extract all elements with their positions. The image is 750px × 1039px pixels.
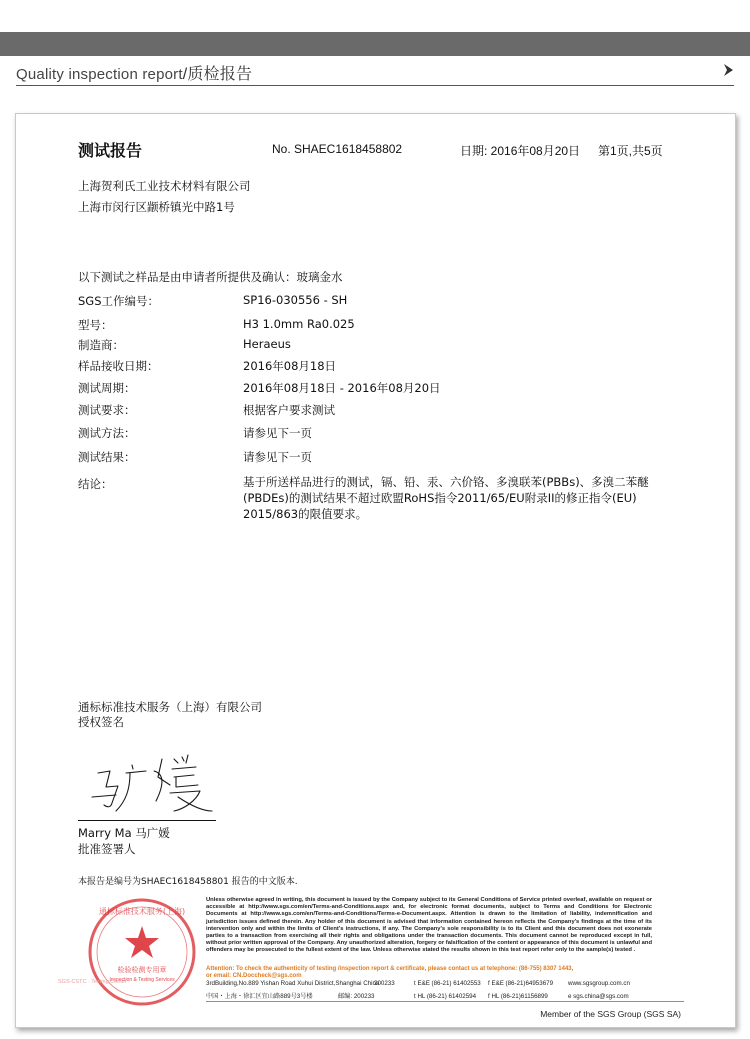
- client-address: 上海市闵行区颛桥镇光中路1号: [78, 200, 235, 214]
- field-label-test-method: 测试方法：: [78, 426, 136, 440]
- section-title: [16, 61, 252, 84]
- report-pages: 第1页,共5页: [598, 144, 663, 158]
- chinese-version-note: 本报告是编号为SHAEC1618458801 报告的中文版本.: [78, 877, 298, 887]
- footer-accent-line: [206, 1001, 684, 1002]
- report-document: [15, 113, 736, 1028]
- legal-disclaimer: Unless otherwise agreed in writing, this document is issued by the Company subject to its General Conditions of Service printed overleaf, available on request or accessible at http://www.sgs.com/en/Terms-and-Conditions.aspx and, for electronic format documents, subject to Terms and Conditions for Electronic Documents at http://www.sgs.com/en/Terms-and-Conditions/Terms-e-Document.aspx. Attention is drawn to the limitation of liability, indemnification and jurisdiction issues defined therein. Any holder of this document is advised that information contained hereon reflects the Company's findings at the time of its intervention only and within the limits of Client's instructions, if any. The Company's sole responsibility is to its Client and this document does not exonerate parties to a transaction from exercising all their rights and obligations under the transaction documents. This document cannot be reproduced except in full, without prior written approval of the Company. Any unauthorized alteration, forgery or falsification of the content or appearance of this document is unlawful and offenders may be prosecuted to the fullest extent of the law. Unless otherwise stated the results shown in this test report refer only to the sample(s) tested .: [206, 897, 652, 954]
- stamp-faint-text: SGS-CSTC · Testing Center: [58, 979, 127, 985]
- address-row-cn: [206, 991, 629, 1000]
- report-date: 日期: 2016年08月20日: [460, 144, 581, 158]
- field-value-manufacturer: Heraeus: [243, 337, 291, 351]
- svg-text:Inspection & Testing Services: Inspection & Testing Services: [109, 977, 175, 983]
- sample-intro: 以下测试之样品是由申请者所提供及确认：玻璃金水: [78, 270, 343, 284]
- tel-ee: t E&E (86-21) 61402553: [414, 980, 481, 987]
- section-title-separator: /: [182, 66, 188, 83]
- authenticity-line-1: Attention: To check the authenticity of testing /inspection report & certificate, please contact us at telephone: (86-755) 8307 1443,: [206, 966, 574, 972]
- postcode-en: 200233: [374, 980, 395, 987]
- authenticity-notice: [206, 966, 666, 980]
- address-row-en: [206, 980, 630, 987]
- section-divider: [16, 85, 734, 86]
- field-value-received-date: 2016年08月18日: [243, 359, 337, 373]
- handwritten-signature: [78, 751, 218, 819]
- signer-name: Marry Ma 马广媛: [78, 826, 170, 840]
- field-value-test-requirement: 根据客户要求测试: [243, 403, 335, 417]
- website[interactable]: www.sgsgroup.com.cn: [568, 980, 630, 987]
- chevron-right-icon[interactable]: [722, 62, 736, 78]
- section-title-en: Quality inspection report: [16, 66, 183, 83]
- field-value-test-method: 请参见下一页: [243, 426, 312, 440]
- field-value-test-result: 请参见下一页: [243, 450, 312, 464]
- field-value-test-period: 2016年08月18日 - 2016年08月20日: [243, 381, 441, 395]
- fax-ee: f E&E (86-21)64953679: [488, 980, 554, 987]
- field-label-test-period: 测试周期：: [78, 381, 136, 395]
- field-label-model: 型号：: [78, 318, 113, 332]
- report-title: 测试报告: [78, 141, 143, 160]
- postcode-cn: 邮编: 200233: [338, 993, 375, 1000]
- client-name: 上海贺利氏工业技术材料有限公司: [78, 179, 251, 193]
- email[interactable]: e sgs.china@sgs.com: [568, 993, 629, 1000]
- field-label-received-date: 样品接收日期：: [78, 359, 159, 373]
- sgs-member-text: Member of the SGS Group (SGS SA): [540, 1009, 681, 1019]
- field-value-job-no: SP16-030556 - SH: [243, 293, 348, 307]
- report-number: No. SHAEC1618458802: [272, 142, 403, 156]
- conclusion-label: 结论：: [78, 477, 113, 491]
- address-cn: 中国・上海・徐汇区宜山路889号3号楼: [206, 993, 313, 1000]
- issuer-company: 通标标准技术服务（上海）有限公司: [78, 700, 262, 714]
- field-value-model: H3 1.0mm Ra0.025: [243, 317, 355, 331]
- signature-line: [78, 820, 216, 821]
- section-title-cn: 质检报告: [187, 66, 253, 83]
- tel-hl: t HL (86-21) 61402594: [414, 993, 477, 1000]
- fax-hl: f HL (86-21)61156899: [488, 993, 548, 1000]
- conclusion-text: 基于所送样品进行的测试，镉、铅、汞、六价铬、多溴联苯(PBBs)、多溴二苯醚(PBDEs)的测试结果不超过欧盟RoHS指令2011/65/EU附录II的修正指令(EU) 2015/863的限值要求。: [243, 475, 649, 521]
- field-label-job-no: SGS工作编号：: [78, 294, 160, 308]
- authorized-signature-label: 授权签名: [78, 715, 124, 729]
- svg-text:通标标准技术服务(上海): 通标标准技术服务(上海): [98, 907, 186, 916]
- signer-title: 批准签署人: [78, 842, 136, 856]
- top-gray-bar: [0, 32, 750, 56]
- field-label-test-requirement: 测试要求：: [78, 403, 136, 417]
- svg-text:检验检测专用章: 检验检测专用章: [117, 966, 167, 974]
- field-label-test-result: 测试结果：: [78, 450, 136, 464]
- field-label-manufacturer: 制造商：: [78, 338, 124, 352]
- sgs-seal-stamp: [82, 892, 202, 1012]
- authenticity-line-2: or email: CN.Doccheck@sgs.com: [206, 973, 302, 980]
- address-en: 3rdBuilding,No.889 Yishan Road Xuhui District,Shanghai China: [206, 980, 380, 987]
